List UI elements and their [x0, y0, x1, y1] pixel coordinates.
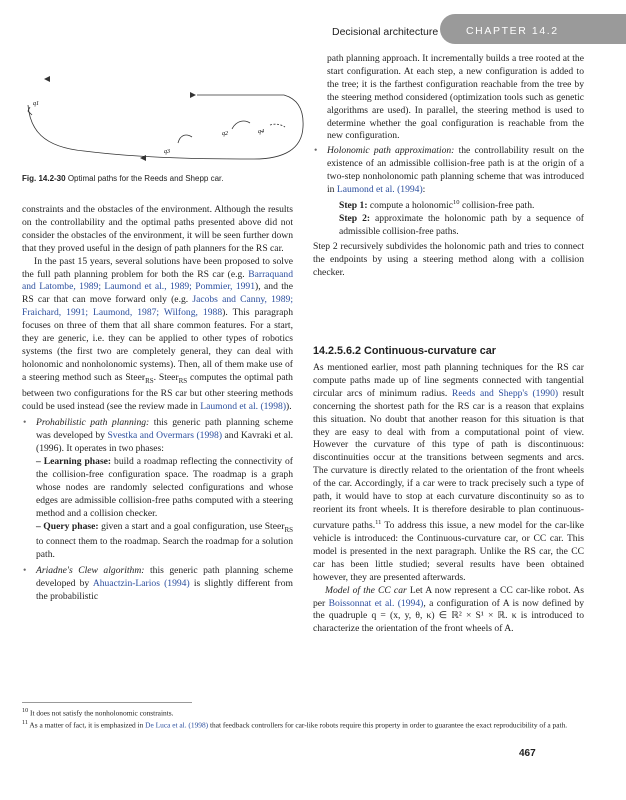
list-subitem: – Query phase: given a start and a goal configuration, use Steer$_{RS}$ to connect them to the roadmap. Search the roadmap for a solution path.	[36, 520, 293, 561]
running-header-chapter: CHAPTER 14.2	[466, 25, 559, 37]
figure-reeds-shepp-paths	[22, 55, 312, 173]
arrow-icon	[44, 76, 50, 82]
citation[interactable]: Jacobs and Canny, 1989; Fraichard, 1991; Laumond, 1987; Wilfong, 1988	[22, 294, 293, 319]
citation[interactable]: Laumond et al. (1994)	[336, 184, 423, 196]
figure-caption	[22, 174, 223, 183]
citation[interactable]: Svestka and Overmars (1998)	[107, 430, 223, 442]
figure-label-q1: q1	[33, 101, 39, 107]
caption-text: Optimal paths for the Reeds and Shepp car.	[67, 174, 224, 183]
paragraph: As mentioned earlier, most path planning techniques for the RS car compute paths made up of line segments connected with tangential circular arcs of minimum radius. Reeds and Shepp's (1990) result concerning the shortest path for the RS car is a reason that explains this situation. No doubt that another reason for this situation is that they are easy to deal with from a computational point of view. However the curvature of this type of path is discontinuous: discontinuities occur at the transitions between segments and arcs. The curvature is directly related to the orientation of the front wheels of the car. Accordingly, if a car were to track precisely such a type of path, it would have to stop at each curvature discontinuity so as to reorient its front wheels. It is therefore desirable to plan continuous-curvature paths.$^{11}$ To address this issue, a new model for the car-like vehicle is introduced: the Continuous-curvature car, or CC car. This model is presented in the next paragraph. Unlike the RS car, the CC car has been little studied; several results have been obtained however, they are presented afterwards.	[313, 362, 584, 583]
right-column-top	[313, 53, 584, 280]
running-header-section: Decisional architecture	[332, 26, 439, 38]
step-2: Step 2: approximate the holonomic path by a sequence of admissible collision-free paths.	[339, 213, 584, 237]
list-item: • Prohabilistic path planning: this generic path planning scheme was developed by Svestka and Overmars (1998) and Kavraki et al. (1996). It operates in two phases:	[22, 417, 293, 456]
list-subitem: – Learning phase: build a roadmap reflecting the connectivity of the collision-free configuration space. The roadmap is a graph whose nodes are randomly selected configurations and whose edges are admissible collision-free paths computed with a steering method and a collision checker.	[36, 456, 293, 519]
list-item: • Ariadne's Clew algorithm: this generic path planning scheme developed by Ahuactzin-Larios (1994) is slightly different from the probabilistic	[22, 565, 293, 604]
citation[interactable]: Laumond et al. (1998)	[200, 400, 287, 412]
citation[interactable]: Ahuactzin-Larios (1994)	[92, 578, 190, 590]
arrow-icon	[190, 92, 196, 98]
figure-label-q4: q4	[258, 129, 264, 135]
footnotes	[22, 706, 584, 731]
paragraph: constraints and the obstacles of the environment. Although the results on the controllability and the optimal paths presented above did not consider the obstacles of the environment, it will be seen further down that they proved useful in the design of path planners for the RS car.	[22, 204, 293, 254]
citation[interactable]: Barraquand and Latombe, 1989; Laumond et al., 1989; Pommier, 1991	[22, 268, 293, 293]
footnote-11: $^{11}$ As a matter of fact, it is emphasized in De Luca et al. (1998) that feedback controllers for car-like robots require this property in order to guarantee the exact reproducibility of a path.	[22, 720, 568, 730]
footnote-10: $^{10}$ It does not satisfy the nonholonomic constraints.	[22, 708, 174, 718]
section-heading: 14.2.5.6.2 Continuous-curvature car	[313, 345, 497, 357]
footnote-rule	[22, 702, 192, 703]
citation[interactable]: De Luca et al. (1998)	[145, 720, 209, 730]
step-1: Step 1: compute a holonomic$^{10}$ collision-free path.	[339, 198, 535, 212]
paragraph: In the past 15 years, several solutions have been proposed to solve the full path planning problem for both the RS car (e.g. Barraquand and Latombe, 1989; Laumond et al., 1989; Pommier, 1991), and the RS car that can move forward only (e.g. Jacobs and Canny, 1989; Fraichard, 1991; Laumond, 1987; Wilfong, 1988). This paragraph focuses on three of them that all share common features. For a start, they are generic, i.e. they can be applied to other types of robotics systems (the first two are completely general, they can deal with holonomic and nonholonomic systems). Then, all of them make use of a steering method such as Steer$_{RS}$. Steer$_{RS}$ computes the optimal path between two configurations for the RS car but other steering methods could be used instead (see the review made in Laumond et al. (1998)).	[22, 255, 293, 412]
citation[interactable]: Boissonnat et al. (1994)	[328, 597, 424, 609]
list-item: • Holonomic path approximation: the controllability result on the existence of an admissible collision-free path is at the origin of a two-step nonholonomic path planning scheme that was introduced in Laumond et al. (1994):	[313, 145, 584, 197]
caption-label: Fig. 14.2-30	[22, 174, 66, 183]
page-number: 467	[519, 748, 536, 759]
left-column	[22, 204, 293, 604]
paragraph: Model of the CC car Let A now represent a CC car-like robot. As per Boissonnat et al. (1994), a configuration of A is now defined by the quadruple q = (x, y, θ, κ) ∈ ℝ² × S¹ × ℝ. κ is introduced to characterize the orientation of the front wheels of A.	[313, 584, 585, 635]
paragraph: path planning approach. It incrementally builds a tree rooted at the start configuration. At each step, a new configuration is added to the tree; it is the farthest configuration reachable from the tree by the steering method considered (optimization tools such as genetic algorithms are used). In parallel, the steering method is used to determine whether the goal configuration is reachable from the new configuration.	[327, 53, 584, 142]
paragraph: Step 2 recursively subdivides the holonomic path and tries to connect the endpoints by using a steering method along with a collision checker.	[313, 240, 584, 278]
right-column-bottom	[313, 362, 584, 636]
citation[interactable]: Reeds and Shepp's (1990)	[451, 387, 559, 399]
figure-label-q3: q3	[164, 149, 170, 155]
figure-label-q2: q2	[222, 131, 228, 137]
